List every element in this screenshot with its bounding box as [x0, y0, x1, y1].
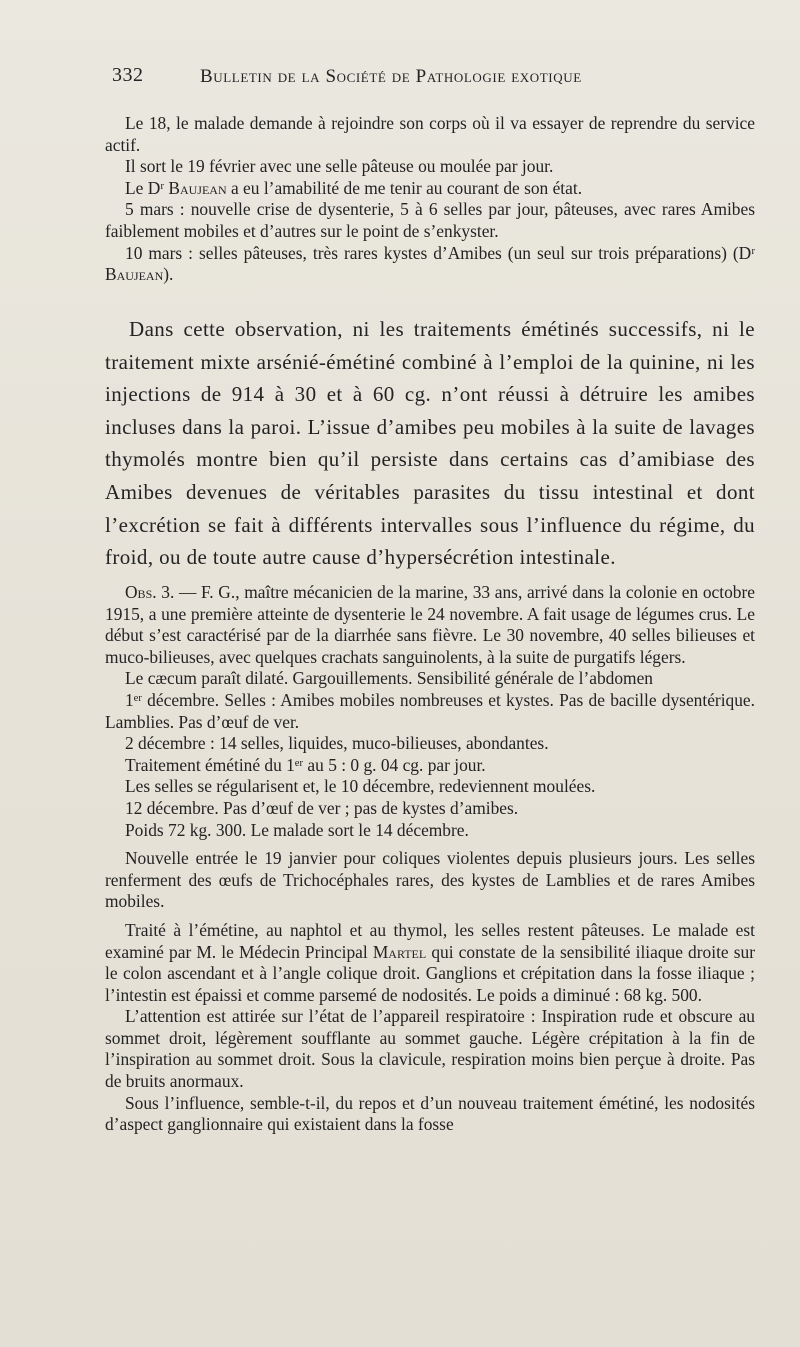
paragraph: Le cæcum paraît dilaté. Gargouillements. Sensibilité générale de l’abdomen [125, 668, 653, 689]
author-name: Martel [372, 941, 427, 962]
paragraph: Traitement émétiné du 1ᵉʳ au 5 : 0 g. 04 cg. par jour. [125, 754, 486, 775]
paragraph: Sous l’influence, semble-t-il, du repos et d’un nouveau traitement émétiné, les nodosités d’aspect ganglionnaire qui existaient dans la fosse [105, 1092, 755, 1135]
paragraph: 10 mars : selles pâteuses, très rares kystes d’Amibes (un seul sur trois préparations) (Dʳ Baujean). [105, 242, 755, 285]
paragraph: Poids 72 kg. 300. Le malade sort le 14 décembre. [125, 819, 469, 840]
paragraph: L’attention est attirée sur l’état de l’appareil respiratoire : Inspiration rude et obscure au sommet droit, légèrement soufflante au sommet gauche. Légère crépitation à la fin de l’inspiration au sommet droit. Sous la clavicule, respiration moins bien perçue à droite. Pas de bruits anormaux. [105, 1006, 755, 1092]
observation-3 [105, 582, 755, 1136]
paragraph: 5 mars : nouvelle crise de dysenterie, 5 à 6 selles par jour, pâteuses, avec rares Amibes faiblement mobiles et d’autres sur le point de s’enkyster. [105, 199, 755, 241]
paragraph: 1ᵉʳ décembre. Selles : Amibes mobiles nombreuses et kystes. Pas de bacille dysentérique. Lamblies. Pas d’œuf de ver. [105, 689, 755, 732]
paragraph: Traité à l’émétine, au naphtol et au thymol, les selles restent pâteuses. Le malade est examiné par M. le Médecin Principal Martel qui constate de la sensibilité iliaque droite sur le colon ascendant et à l’angle colique droit. Ganglions et crépitation dans la fosse iliaque ; l’intestin est épaissi et comme parsemé de nodosités. Le poids a diminué : 68 kg. 500. [105, 919, 755, 1005]
paragraph: 2 décembre : 14 selles, liquides, muco-bilieuses, abondantes. [125, 733, 549, 754]
running-title: Bulletin de la Société de Pathologie exotique [200, 66, 582, 87]
discussion-paragraph [105, 313, 755, 574]
paragraph: 12 décembre. Pas d’œuf de ver ; pas de kystes d’amibes. [125, 797, 519, 818]
page-header [112, 64, 672, 94]
paragraph: Dans cette observation, ni les traitements émétinés successifs, ni le traitement mixte arsénié-émétiné combiné à l’emploi de la quinine, ni les injections de 914 à 30 et à 60 cg. n’ont réussi à détruire les amibes incluses dans la paroi. L’issue d’amibes peu mobiles à la suite de lavages thymolés montre bien qu’il persiste dans certains cas d’amibiase des Amibes devenues de véritables parasites du tissu intestinal et dont l’excrétion se fait à différents intervalles sous l’influence du régime, du froid, ou de toute autre cause d’hypersécrétion intestinale. [105, 317, 755, 570]
paragraph: Obs. 3. — F. G., maître mécanicien de la marine, 33 ans, arrivé dans la colonie en octobre 1915, a une première atteinte de dysenterie le 24 novembre. A fait usage de légumes crus. Le début s’est caractérisé par de la diarrhée sans fièvre. Le 30 novembre, 40 selles bilieuses et muco-bilieuses, avec quelques crachats sanguinolents, à la suite de purgatifs légers. [105, 582, 755, 667]
paragraph: Nouvelle entrée le 19 janvier pour coliques violentes depuis plusieurs jours. Les selles renferment des œufs de Trichocéphales rares, des kystes de Lamblies et de rares Amibes mobiles. [105, 848, 755, 912]
observation-label: Obs. 3. [125, 582, 175, 602]
paragraph: Le 18, le malade demande à rejoindre son corps où il va essayer de reprendre du service actif. [105, 113, 755, 155]
author-name: Baujean [168, 177, 227, 198]
paragraph: Le Dʳ Baujean a eu l’amabilité de me tenir au courant de son état. [125, 177, 583, 198]
page-number: 332 [112, 64, 144, 86]
author-name: Baujean [105, 264, 164, 285]
paragraph: Les selles se régularisent et, le 10 décembre, redeviennent moulées. [125, 776, 596, 797]
paragraph: Il sort le 19 février avec une selle pâteuse ou moulée par jour. [125, 156, 554, 177]
case-notes-continued [105, 113, 755, 286]
